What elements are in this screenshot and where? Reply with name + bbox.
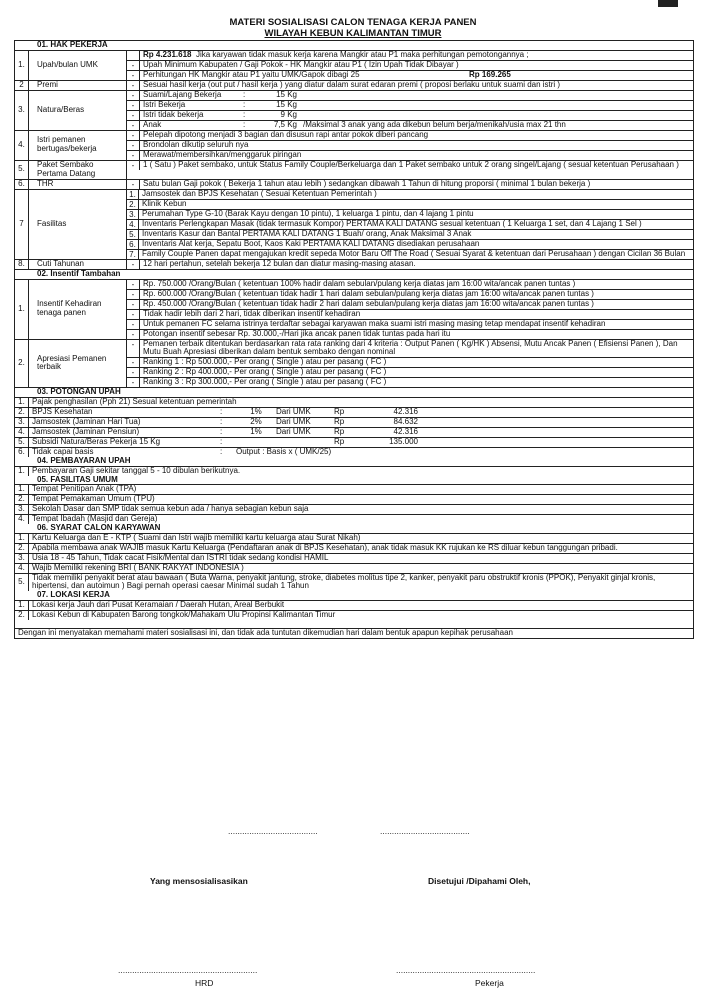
potongan-name: Subsidi Natura/Beras Pekerja 15 Kg <box>32 436 161 446</box>
row-text: Apabila membawa anak WAJIB masuk Kartu Keluarga (Pendaftaran anak di BPJS Kesehatan), anak tidak masuk KK rujukan ke RS diluar kebun tanggungan pribadi. <box>32 542 618 552</box>
row-number: 7 <box>15 190 29 259</box>
list-item: - Rp. 450.000 /Orang/Bulan ( ketentuan tidak hadir 2 hari dalam sebulan/pulang kerja diatas jam 16:00 wita/ancak panen tuntas ) <box>127 300 693 310</box>
row-text: Wajib Memiliki rekening BRI ( BANK RAKYAT INDONESIA ) <box>32 562 244 572</box>
ranking-line: Ranking 3 : Rp 300.000,- Per orang ( Single ) atau per pasang ( FC ) <box>143 377 387 387</box>
row-number: 2. <box>15 495 29 504</box>
natura-sep: : <box>243 89 246 99</box>
row-fasilitas <box>15 190 693 260</box>
item-number: 5. <box>127 230 139 239</box>
row-sembako: 5. Paket Sembako Pertama Datang - 1 ( Satu ) Paket sembako, untuk Status Family Couple/Berkeluarga dan 1 Paket sembako untuk 2 orang singel/Lajang ( sesual ketentuan Perusahaan ) <box>15 161 693 180</box>
row-number: 4. <box>15 515 29 524</box>
section-01-header: 01. HAK PEKERJA <box>37 40 108 49</box>
umk-note: Jika karyawan tidak masuk kerja karena Mangkir atau P1 maka perhitungan pemotongannya ; <box>195 49 529 59</box>
list-item: - Pelepah dipotong menjadi 3 bagian dan disusun rapi antar pokok diberi pancang <box>127 131 693 141</box>
natura-name: Istri tidak bekerja <box>143 109 204 119</box>
row-number: 1. <box>15 485 29 494</box>
natura-value: 15 Kg <box>276 89 297 99</box>
hk-value: Rp 169.265 <box>469 69 511 79</box>
potongan-currency: Rp <box>334 426 345 436</box>
row-number: 2. <box>15 611 29 620</box>
istri-line: Merawat/membersihkan/menggaruk piringan <box>143 149 302 159</box>
potongan-amount: 42.316 <box>393 426 418 436</box>
row-number: 3. <box>15 554 29 563</box>
natura-sep: : <box>243 119 246 129</box>
signature-line-left: ........................................................... <box>118 965 258 975</box>
left-signer-name: HRD <box>195 978 214 988</box>
insentif-line: Potongan insentif sebesar Rp. 30.000,-/Hari jika ancak panen tidak tuntas pada hari itu <box>143 328 451 338</box>
potongan-amount: 42.316 <box>393 407 418 417</box>
section-02-header: 02. Insentif Tambahan <box>37 268 121 278</box>
row-number: 8. <box>15 260 29 269</box>
natura-sep: : <box>243 99 246 109</box>
row-text: Pembayaran Gaji sekitar tanggal 5 - 10 dibulan berikutnya. <box>32 465 241 475</box>
natura-name: Suami/Lajang Bekerja <box>143 89 222 99</box>
item-text: Family Couple Panen dapat mengajukan kredit sepeda Motor Baru Off The Road ( Sesuai Syarat & ketentuan dari Perusahaan ) dengan Cicilan 36 Bulan <box>142 248 686 258</box>
row-number: 4. <box>15 564 29 573</box>
natura-row: - Anak : 7,5 Kg /Maksimal 3 anak yang ada dikebun belum berja/menikah/usia max 21 thn <box>127 121 693 130</box>
row-label: Fasilitas <box>29 190 127 259</box>
umk-amount: Rp 4.231.618 <box>143 49 192 59</box>
item-text: Inventaris Kasur dan Bantal PERTAMA KALI DATANG 1 Buah/ orang, Anak Maksimal 3 Anak <box>142 228 472 238</box>
section-03-header: 03. POTONGAN UPAH <box>37 387 121 397</box>
right-signer-title: Disetujui /Dipahami Oleh, <box>428 876 531 886</box>
list-item: - Merawat/membersihkan/menggaruk piringan <box>127 151 693 160</box>
row-number: 2. <box>15 544 29 553</box>
item-number: 3. <box>127 210 139 219</box>
row-label: Upah/bulan UMK <box>29 51 127 80</box>
row-text: Usia 18 - 45 Tahun, Tidak cacat Fisik/Mental dan ISTRI tidak sedang kondisi HAMIL <box>32 552 329 562</box>
insentif-line: Rp. 750.000 /Orang/Bulan ( ketentuan 100% hadir dalam sebulan/pulang kerja diatas jam 16:00 wita/ancak panen tuntas ) <box>143 278 576 288</box>
item-number: 7. <box>127 250 139 259</box>
potongan-percent: 1% <box>250 407 262 417</box>
insentif-line: Rp. 600.000 /Orang/Bulan ( ketentuan tidak hadir 1 hari dalam sebulan/pulang kerja diatas jam 16:00 wita/ancak panen tuntas ) <box>143 288 594 298</box>
upah-line: Upah Minimum Kabupaten / Gaji Pokok - HK Mangkir atau P1 ( Izin Upah Tidak Dibayar ) <box>143 59 459 69</box>
row-text: Tempat Ibadah (Masjid dan Gereja) <box>32 514 158 524</box>
row-text: Tempat Penitipan Anak (TPA) <box>32 484 137 494</box>
natura-sep: : <box>243 109 246 119</box>
row-label: Insentif Kehadiran tenaga panen <box>29 280 127 339</box>
potongan-row <box>15 398 693 408</box>
list-item: - Brondolan dikutip seluruh nya <box>127 141 693 151</box>
s07-row <box>15 611 693 620</box>
row-number: 2 <box>15 81 29 90</box>
statement-text: Dengan ini menyatakan memahami materi sosialisasi ini, dan tidak ada tuntutan dikemudian hari dalam bentuk apapun kepihak perusahaan <box>18 628 513 638</box>
list-item: - Ranking 3 : Rp 300.000,- Per orang ( Single ) atau per pasang ( FC ) <box>127 378 693 387</box>
left-signer-title: Yang mensosialisasikan <box>150 876 248 886</box>
item-text: Perumahan Type G-10 (Barak Kayu dengan 10 pintu), 1 keluarga 1 pintu, dan 4 lajang 1 pintu <box>142 208 474 218</box>
item-number: 1. <box>127 190 139 199</box>
istri-line: Brondolan dikutip seluruh nya <box>143 139 249 149</box>
row-istri <box>15 131 693 161</box>
row-number: 3. <box>15 91 29 130</box>
potongan-base: Dari UMK <box>276 407 311 417</box>
row-label: Istri pemanen bertugas/bekerja <box>29 131 127 160</box>
ranking-line: Ranking 2 : Rp 400.000,- Per orang ( Single ) atau per pasang ( FC ) <box>143 367 387 377</box>
row-number: 1. <box>15 280 29 339</box>
list-item: - Potongan insentif sebesar Rp. 30.000,-/Hari jika ancak panen tidak tuntas pada hari itu <box>127 330 693 339</box>
potongan-name: Tidak capai basis <box>32 446 94 456</box>
potongan-name: BPJS Kesehatan <box>32 407 93 417</box>
row-number: 3. <box>15 418 29 427</box>
potongan-name: Jamsostek (Jaminan Hari Tua) <box>32 417 141 427</box>
insentif-line: Rp. 450.000 /Orang/Bulan ( ketentuan tidak hadir 2 hari dalam sebulan/pulang kerja diatas jam 16:00 wita/ancak panen tuntas ) <box>143 298 594 308</box>
potongan-sep: : <box>220 417 223 427</box>
item-text: Jamsostek dan BPJS Kesehatan ( Sesuai Ketentuan Pemerintah ) <box>142 188 377 198</box>
form-table <box>14 40 694 639</box>
potongan-sep: : <box>220 426 223 436</box>
row-text: Tidak memiliki penyakit berat atau bawaan ( Buta Warna, penyakit jantung, stroke, diabetes molitus tipe 2, kanker, penyakit paru obstruktif kronis (PPOK), Penyakit ginjal kronis, hipertensi, dan autoimun ) Bagi pernah operasi caesar Minimal sudah 1 Tahun <box>32 572 656 591</box>
row-upah: 1. Upah/bulan UMK Rp 4.231.618 Jika karyawan tidak masuk kerja karena Mangkir atau P1 maka perhitungan pemotongannya ; - Upah Minimum Kabupaten / Gaji Pokok - HK Mangkir atau P1 ( Izin Upah Tidak Dibayar ) - Perhitungan HK Mangkir atau P1 yaitu UMK/Gapok dibagi 25 Rp 169.265 <box>15 51 693 81</box>
potongan-name: Jamsostek (Jaminan Pensiun) <box>32 426 140 436</box>
potongan-amount: 135.000 <box>389 436 418 446</box>
row-label: THR <box>29 180 127 189</box>
document-subtitle: WILAYAH KEBUN KALIMANTAN TIMUR <box>264 28 442 39</box>
row-number: 3. <box>15 505 29 514</box>
row-text: Kartu Keluarga dan E - KTP ( Suami dan Istri wajib memiliki kartu keluarga atau Surat Nikah) <box>32 532 361 542</box>
row-number: 1. <box>15 467 29 476</box>
section-05-header: 05. FASILITAS UMUM <box>37 474 118 484</box>
row-label: Apresiasi Pemanen terbaik <box>29 340 127 388</box>
natura-value: 9 Kg <box>280 109 297 119</box>
list-item: - Tidak hadir lebih dari 2 hari, tidak diberikan insentif kehadiran <box>127 310 693 320</box>
row-number: 4. <box>15 428 29 437</box>
ranking-line: Ranking 1 : Rp 500.000,- Per orang ( Single ) atau per pasang ( FC ) <box>143 357 387 367</box>
row-number: 5. <box>15 161 29 179</box>
potongan-amount: 84.632 <box>393 417 418 427</box>
istri-line: Pelepah dipotong menjadi 3 bagian dan disusun rapi antar pokok diberi pancang <box>143 129 429 139</box>
potongan-sep: : <box>220 446 223 456</box>
row-text: Sekolah Dasar dan SMP tidak semua kebun ada / hanya sebagian kebun saja <box>32 504 309 514</box>
potongan-currency: Rp <box>334 417 345 427</box>
item-number: 6. <box>127 240 139 249</box>
section-07-header: 07. LOKASI KERJA <box>37 590 110 600</box>
potongan-row <box>15 438 693 448</box>
natura-name: Anak <box>143 119 162 129</box>
premi-text: Sesuai hasil kerja (out put / hasil kerja ) yang diatur dalam surat edaran premi ( proposi berlaku untuk suami dan istri ) <box>143 79 561 89</box>
row-text: Tempat Pemakaman Umum (TPU) <box>32 494 155 504</box>
fasilitas-item <box>127 250 693 259</box>
row-label: Natura/Beras <box>29 91 127 130</box>
item-text: Inventaris Perlengkapan Masak (tidak termasuk Kompor) PERTAMA KALI DATANG sesual ketentuan ( 1 Keluarga 1 set, dan 4 Lajang 1 Sel ) <box>142 218 642 228</box>
list-item: - Rp. 750.000 /Orang/Bulan ( ketentuan 100% hadir dalam sebulan/pulang kerja diatas jam 16:00 wita/ancak panen tuntas ) <box>127 280 693 290</box>
list-item: - Rp. 600.000 /Orang/Bulan ( ketentuan tidak hadir 1 hari dalam sebulan/pulang kerja diatas jam 16:00 wita/ancak panen tuntas ) <box>127 290 693 300</box>
natura-note: /Maksimal 3 anak yang ada dikebun belum berja/menikah/usia max 21 thn <box>303 119 566 129</box>
row-number: 6. <box>15 448 29 457</box>
row-number: 1. <box>15 534 29 543</box>
item-number: 4. <box>127 220 139 229</box>
row-number: 1. <box>15 601 29 610</box>
natura-row: - Istri Bekerja : 15 Kg <box>127 101 693 111</box>
thr-text: Satu bulan Gaji pokok ( Bekerja 1 tahun atau lebih ) sedangkan dibawah 1 Tahun di hitung proporsi ( minimal 1 bulan bekerja ) <box>143 178 591 188</box>
row-thr: 6. THR - Satu bulan Gaji pokok ( Bekerja 1 tahun atau lebih ) sedangkan dibawah 1 Tahun di hitung proporsi ( minimal 1 bulan bekerja ) <box>15 180 693 190</box>
item-text: Klinik Kebun <box>142 198 187 208</box>
row-number: 1. <box>15 51 29 80</box>
row-insentif <box>15 280 693 340</box>
apresiasi-intro: Pemanen terbaik ditentukan berdasarkan rata rata ranking dari 4 kriteria : Output Panen ( Kg/HK ) Absensi, Mutu Ancak Panen ( Efisiensi Panen ), Dan Mutu Buah Apresiasi diberikan dalam bentuk sembako dengan nominal <box>143 338 678 357</box>
list-item: - Ranking 2 : Rp 400.000,- Per orang ( Single ) atau per pasang ( FC ) <box>127 368 693 378</box>
natura-row: - Suami/Lajang Bekerja : 15 Kg <box>127 91 693 101</box>
row-text: Lokasi Kebun di Kabupaten Barong tongkok/Mahakam Ulu Propinsi Kalimantan Timur <box>32 610 336 620</box>
potongan-name: Pajak penghasilan (Pph 21) Sesual ketentuan pemerintah <box>32 397 237 407</box>
document-title: MATERI SOSIALISASI CALON TENAGA KERJA PANEN <box>229 17 477 28</box>
row-number: 5. <box>15 574 29 592</box>
potongan-percent: 2% <box>250 417 262 427</box>
item-number: 2. <box>127 200 139 209</box>
row-text: Lokasi kerja Jauh dari Pusat Keramaian / Daerah Hutan, Areal Berbukit <box>32 600 285 610</box>
right-signer-name: Pekerja <box>475 978 504 988</box>
row-label: Cuti Tahunan <box>29 260 127 269</box>
row-natura <box>15 91 693 131</box>
potongan-currency: Rp <box>334 407 345 417</box>
section-04-header: 04. PEMBAYARAN UPAH <box>37 455 131 465</box>
signature-line-right: ........................................................... <box>396 965 536 975</box>
potongan-base: Dari UMK <box>276 417 311 427</box>
cuti-text: 12 hari pertahun, setelah bekerja 12 bulan dan diatur masing-masing atasan. <box>143 258 416 268</box>
row-number: 4. <box>15 131 29 160</box>
natura-value: 7,5 Kg <box>273 119 297 129</box>
row-number: 1. <box>15 398 29 407</box>
potongan-sep: : <box>220 436 223 446</box>
row-number: 5. <box>15 438 29 447</box>
upah-line: Perhitungan HK Mangkir atau P1 yaitu UMK/Gapok dibagi 25 <box>143 69 360 79</box>
natura-row: - Istri tidak bekerja : 9 Kg <box>127 111 693 121</box>
row-number: 6. <box>15 180 29 189</box>
row-number: 2. <box>15 408 29 417</box>
insentif-line: Tidak hadir lebih dari 2 hari, tidak diberikan insentif kehadiran <box>143 308 361 318</box>
s06-row <box>15 574 693 592</box>
potongan-percent: Output : Basis x ( UMK/25) <box>236 446 332 456</box>
sembako-text: 1 ( Satu ) Paket sembako, untuk Status Family Couple/Berkeluarga dan 1 Paket sembako untuk 2 orang singel/Lajang ( sesual ketentuan Perusahaan ) <box>143 159 679 169</box>
signature-dots-right: ...................................... <box>380 826 470 836</box>
signature-dots-left: ...................................... <box>228 826 318 836</box>
list-item: - Ranking 1 : Rp 500.000,- Per orang ( Single ) atau per pasang ( FC ) <box>127 358 693 368</box>
row-number: 2. <box>15 340 29 388</box>
natura-name: Istri Bekerja <box>143 99 186 109</box>
potongan-currency: Rp <box>334 436 345 446</box>
row-label: Premi <box>29 81 127 90</box>
top-edge-mark <box>658 0 678 7</box>
potongan-base: Dari UMK <box>276 426 311 436</box>
potongan-percent: 1% <box>250 426 262 436</box>
item-text: Inventaris Alat kerja, Sepatu Boot, Kaos Kaki PERTAMA KALI DATANG disediakan perusahaan <box>142 238 480 248</box>
natura-value: 15 Kg <box>276 99 297 109</box>
list-item: - Untuk pemanen FC selama istrinya terdaftar sebagai karyawan maka suami istri masing masing tetap mendapat insentif kehadiran <box>127 320 693 330</box>
row-label: Paket Sembako Pertama Datang <box>29 161 127 179</box>
insentif-line: Untuk pemanen FC selama istrinya terdaftar sebagai karyawan maka suami istri masing masing tetap mendapat insentif kehadiran <box>143 318 606 328</box>
row-premi: 2 Premi - Sesuai hasil kerja (out put / hasil kerja ) yang diatur dalam surat edaran premi ( proposi berlaku untuk suami dan istri ) <box>15 81 693 91</box>
potongan-sep: : <box>220 407 223 417</box>
section-06-header: 06. SYARAT CALON KARYAWAN <box>37 523 161 533</box>
row-cuti: 8. Cuti Tahunan - 12 hari pertahun, setelah bekerja 12 bulan dan diatur masing-masing atasan. <box>15 260 693 270</box>
row-apresiasi: 2. Apresiasi Pemanen terbaik - Pemanen terbaik ditentukan berdasarkan rata rata ranking dari 4 kriteria : Output Panen ( Kg/HK ) Absensi, Mutu Ancak Panen ( Efisiensi Panen ), Dan Mutu Buah Apresiasi diberikan dalam bentuk sembako dengan nominal - Ranking 1 : Rp 500.000,- Per orang ( Single ) atau per pasang ( FC ) - Ranking 2 : Rp 400.000,- Per orang ( Single ) atau per pasang ( FC ) - Ranking 3 : Rp 300.000,- Per orang ( Single ) atau per pasang ( FC ) <box>15 340 693 389</box>
fasilitas-item <box>127 190 693 200</box>
